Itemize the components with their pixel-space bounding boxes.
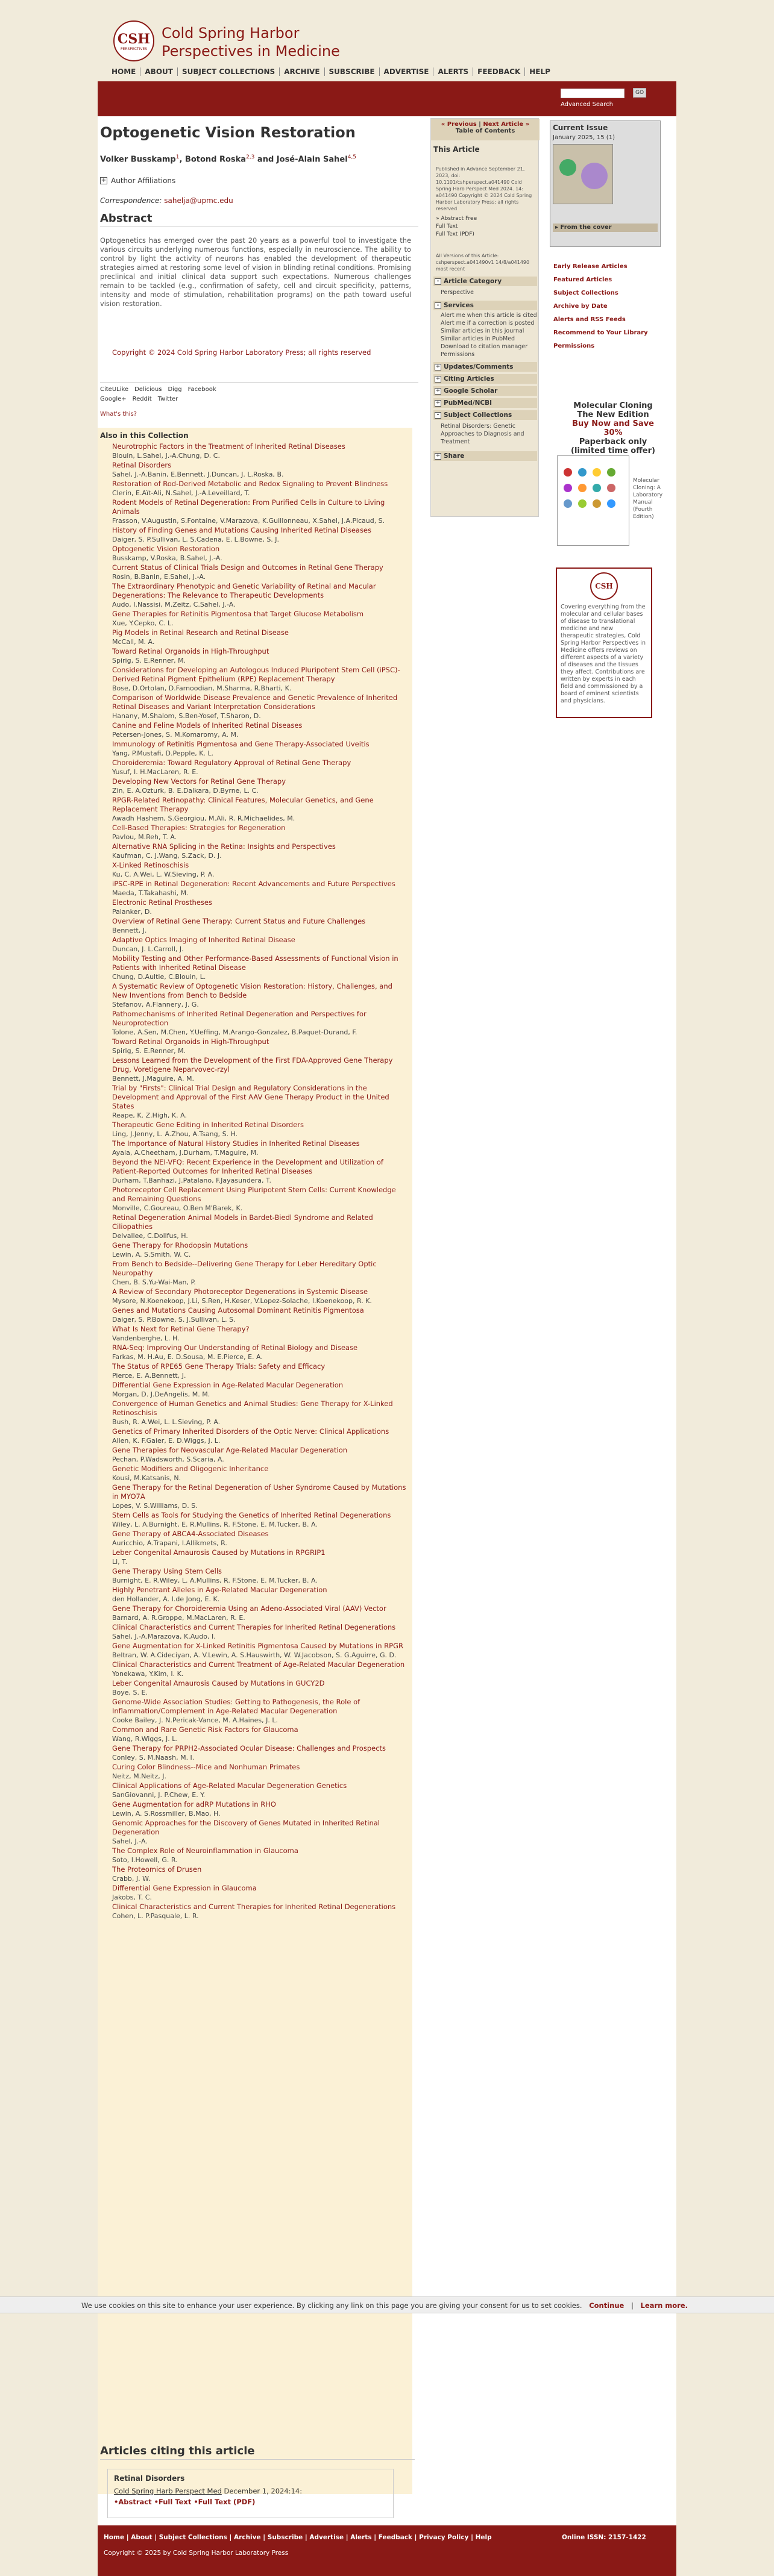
nav-item-about[interactable]: ABOUT: [140, 67, 178, 76]
google-scholar-section[interactable]: [433, 386, 537, 396]
collection-item-title[interactable]: The Importance of Natural History Studies in Inherited Retinal Diseases: [112, 1139, 360, 1148]
collection-item-title[interactable]: RNA-Seq: Improving Our Understanding of Retinal Biology and Disease: [112, 1343, 358, 1352]
collection-item-authors: Sahel, J.-A.Banin, E.Bennett, J.Duncan, J. L.Roska, B.: [112, 470, 284, 478]
collection-item-title[interactable]: Gene Therapy for Choroideremia Using an Adeno-Associated Viral (AAV) Vector: [112, 1604, 386, 1613]
book-ad[interactable]: [550, 401, 676, 455]
citing-date: December 1, 2024:14:: [221, 2487, 303, 2495]
collection-item-title[interactable]: Highly Penetrant Alleles in Age-Related Macular Degeneration: [112, 1586, 327, 1594]
search-go-button[interactable]: GO: [633, 88, 646, 98]
dot: [564, 499, 572, 508]
collection-item-authors: Boye, S. E.: [112, 1689, 148, 1696]
category-value[interactable]: Perspective: [441, 289, 474, 296]
divider: [100, 2459, 415, 2460]
logo-text: CSH: [117, 31, 151, 47]
advanced-search-link[interactable]: Advanced Search: [561, 101, 613, 108]
updates-section[interactable]: [433, 362, 537, 372]
collection-list: [112, 442, 407, 1921]
section-label: Citing Articles: [444, 375, 494, 383]
dot: [607, 468, 615, 477]
collapse-icon: -: [435, 278, 441, 285]
nav-item-help[interactable]: HELP: [529, 67, 550, 76]
collection-item-title[interactable]: Immunology of Retinitis Pigmentosa and Gene Therapy-Associated Uveitis: [112, 740, 370, 748]
right-link[interactable]: Permissions: [553, 343, 595, 349]
nav-item-advertise[interactable]: ADVERTISE: [380, 67, 434, 76]
cookie-continue-link[interactable]: Continue: [589, 2301, 625, 2310]
correspondence: [100, 196, 233, 205]
author-and: and: [254, 155, 277, 164]
collection-item-title[interactable]: Retinal Degeneration Animal Models in Bardet-Biedl Syndrome and Related Ciliopathies: [112, 1213, 373, 1231]
collection-item-title[interactable]: Photoreceptor Cell Replacement Using Pluripotent Stem Cells: Current Knowledge and Remaining Questions: [112, 1186, 396, 1203]
citing-journal: [114, 2487, 387, 2495]
collection-item-authors: Zin, E. A.Ozturk, B. E.Dalkara, D.Byrne, L. C.: [112, 787, 259, 795]
collection-item-authors: Barnard, A. R.Groppe, M.MacLaren, R. E.: [112, 1614, 245, 1622]
collection-item-title[interactable]: Developing New Vectors for Retinal Gene Therapy: [112, 777, 286, 786]
service-item[interactable]: Alert me if a correction is posted: [441, 320, 535, 327]
current-issue-box: [550, 120, 661, 247]
share-digg-link[interactable]: Digg: [168, 386, 182, 393]
article-link[interactable]: Full Text: [436, 224, 458, 230]
dot: [607, 484, 615, 492]
collection-item-authors: Vandenberghe, L. H.: [112, 1334, 180, 1342]
journal-ad[interactable]: [556, 567, 652, 718]
citing-heading: Articles citing this article: [100, 2445, 255, 2457]
collection-item-title[interactable]: Gene Therapy for the Retinal Degeneration of Usher Syndrome Caused by Mutations in MYO7A: [112, 1483, 406, 1501]
author-affiliations[interactable]: [100, 177, 175, 185]
collection-item-title[interactable]: Clinical Characteristics and Current Therapies for Inherited Retinal Degenerations: [112, 1902, 396, 1911]
dot: [607, 499, 615, 508]
collection-title: Also in this Collection: [100, 431, 189, 440]
author-sup[interactable]: 4,5: [347, 154, 357, 160]
collection-item-title[interactable]: Current Status of Clinical Trials Design and Outcomes in Retinal Gene Therapy: [112, 563, 383, 572]
author-name[interactable]: José-Alain Sahel: [276, 155, 348, 164]
collection-item-title[interactable]: Gene Therapies for Neovascular Age-Related Macular Degeneration: [112, 1446, 348, 1454]
cover-image[interactable]: [553, 144, 613, 204]
collection-item-title[interactable]: Genomic Approaches for the Discovery of Genes Mutated in Inherited Retinal Degeneration: [112, 1819, 380, 1836]
collection-item-authors: Pierce, E. A.Bennett, J.: [112, 1372, 186, 1380]
collection-item-authors: Bush, R. A.Wei, L. L.Sieving, P. A.: [112, 1418, 221, 1426]
collection-item-authors: Beltran, W. A.Cideciyan, A. V.Lewin, A. S.Hauswirth, W. W.Jacobson, S. G.Aguirre, G. D.: [112, 1651, 397, 1659]
collection-item-authors: Wiley, L. A.Burnight, E. R.Mullins, R. F.Stone, E. M.Tucker, B. A.: [112, 1521, 318, 1528]
collection-item-title[interactable]: Gene Therapy of ABCA4-Associated Diseases: [112, 1530, 269, 1538]
service-list: [441, 311, 537, 358]
collection-item-title[interactable]: Clinical Characteristics and Current Therapies for Inherited Retinal Degenerations: [112, 1623, 396, 1631]
collection-item-authors: den Hollander, A. I.de Jong, E. K.: [112, 1595, 220, 1603]
author-sep: ,: [179, 155, 185, 164]
collection-item-title[interactable]: Lessons Learned from the Development of the First FDA-Approved Gene Therapy Drug, Voretigene Neparvovec-rzyl: [112, 1056, 393, 1074]
collection-item-title[interactable]: Pig Models in Retinal Research and Retinal Disease: [112, 628, 289, 637]
collection-item-title[interactable]: Gene Augmentation for X-Linked Retinitis Pigmentosa Caused by Mutations in RPGR: [112, 1642, 403, 1650]
collection-item-authors: Neitz, M.Neitz, J.: [112, 1772, 166, 1780]
collection-item-title[interactable]: Common and Rare Genetic Risk Factors for Glaucoma: [112, 1725, 298, 1734]
article-nav: « Previous | Next Article » Table of Contents: [431, 119, 540, 140]
current-issue-heading[interactable]: Current Issue: [553, 123, 608, 132]
collection-item-authors: Palanker, D.: [112, 908, 152, 916]
collection-item-authors: Crabb, J. W.: [112, 1875, 151, 1883]
share-facebook-link[interactable]: Facebook: [187, 386, 216, 393]
collection-item-title[interactable]: Gene Therapy for Rhodopsin Mutations: [112, 1241, 248, 1249]
page: [98, 0, 676, 2576]
collection-item-title[interactable]: Gene Therapy Using Stem Cells: [112, 1567, 222, 1575]
article-category-section[interactable]: [433, 277, 537, 286]
nav-item-archive[interactable]: ARCHIVE: [280, 67, 324, 76]
collection-item-authors: Delvallee, C.Dollfus, H.: [112, 1232, 188, 1240]
collection-item-authors: Yonekawa, Y.Kim, I. K.: [112, 1670, 184, 1678]
collection-item-authors: Spirig, S. E.Renner, M.: [112, 657, 186, 664]
collection-item-title[interactable]: Toward Retinal Organoids in High-Throughput: [112, 647, 269, 655]
expand-icon: +: [435, 399, 441, 406]
collection-item-authors: Clerin, E.Aït-Ali, N.Sahel, J.-A.Leveillard, T.: [112, 489, 250, 497]
versions[interactable]: All Versions of this Article: cshperspect.a041490v1 14/8/a041490 most recent: [436, 253, 530, 272]
citing-item: [107, 2469, 394, 2518]
abstract-text: Optogenetics has emerged over the past 20 years as a powerful tool to investigate the various circuits underlying numerous functions, especially in neuroscience. The ability to control by light the activity of neurons has enabled the development of therapeutic strategies aimed at restoring some level of vision in blinding retinal conditions. Promising preclinical and initial clinical data support such expectations. Numerous challenges remain to be tackled (e.g., confirmation of safety, cell and circuit specificity, patterns, intensity and mode of stimulation, rehabilitation programs) on the path toward useful vision restoration.: [100, 236, 411, 308]
collection-item-title[interactable]: Choroideremia: Toward Regulatory Approval of Retinal Gene Therapy: [112, 758, 351, 767]
footer: [98, 2525, 676, 2576]
author-sup[interactable]: 2,3: [246, 154, 255, 160]
page-title: Optogenetic Vision Restoration: [100, 124, 356, 141]
collection-item-authors: Bennett, J.Maguire, A. M.: [112, 1075, 194, 1083]
collection-item-authors: Lewin, A. S.Rossmiller, B.Mao, H.: [112, 1810, 221, 1818]
toc-link[interactable]: Table of Contents: [455, 128, 515, 134]
collection-item-authors: Sahel, J.-A.Marazova, K.Audo, I.: [112, 1633, 216, 1640]
service-item[interactable]: Permissions: [441, 351, 475, 358]
ad-limited: (limited time offer): [571, 446, 655, 455]
collection-item-title[interactable]: The Complex Role of Neuroinflammation in Glaucoma: [112, 1846, 298, 1855]
collection-item-title[interactable]: Retinal Disorders: [112, 461, 172, 469]
share-google-link[interactable]: Google+: [100, 396, 127, 402]
logo-sub: PERSPECTIVES: [120, 46, 148, 51]
collection-item-title[interactable]: Clinical Applications of Age-Related Macular Degeneration Genetics: [112, 1781, 347, 1790]
copyright: Copyright © 2024 Cold Spring Harbor Laboratory Press; all rights reserved: [112, 348, 371, 357]
share-citeulike-link[interactable]: CiteULike: [100, 386, 129, 393]
section-label: Subject Collections: [444, 411, 512, 419]
collection-item-title[interactable]: The Extraordinary Phenotypic and Genetic Variability of Retinal and Macular Degenerations: The Relevance to Therapeutic Developments: [112, 582, 376, 599]
collection-item-authors: Lewin, A. S.Smith, W. C.: [112, 1251, 191, 1258]
collection-item-authors: Awadh Hashem, S.Georgiou, M.Ali, R. R.Michaelides, M.: [112, 814, 295, 822]
collection-item-authors: Wang, R.Wiggs, J. L.: [112, 1735, 178, 1743]
section-label: Updates/Comments: [444, 363, 514, 370]
collection-item-title[interactable]: Curing Color Blindness--Mice and Nonhuman Primates: [112, 1763, 300, 1771]
citing-links[interactable]: •Abstract •Full Text •Full Text (PDF): [114, 2498, 256, 2506]
share-twitter-link[interactable]: Twitter: [157, 396, 178, 402]
corr-email-link[interactable]: sahelja@upmc.edu: [164, 196, 233, 205]
collection-item-title[interactable]: Pathomechanisms of Inherited Retinal Degeneration and Perspectives for Neuroprotection: [112, 1010, 367, 1027]
collection-item-title[interactable]: Toward Retinal Organoids in High-Throughput: [112, 1037, 269, 1046]
article-link[interactable]: Full Text (PDF): [436, 231, 474, 237]
this-article-heading: This Article: [433, 145, 480, 154]
brand[interactable]: [162, 24, 340, 60]
dot: [593, 484, 601, 492]
collection-item-title[interactable]: A Review of Secondary Photoreceptor Degenerations in Systemic Disease: [112, 1287, 368, 1296]
collection-item-title[interactable]: Considerations for Developing an Autologous Induced Pluripotent Stem Cell (iPSC)-Derived Retinal Pigment Epithelium (RPE) Replacement Therapy: [112, 666, 400, 683]
dot: [578, 468, 587, 477]
from-cover-link[interactable]: ▸ From the cover: [553, 224, 658, 232]
article-link[interactable]: » Abstract Free: [436, 216, 477, 222]
collection-item-title[interactable]: Genome-Wide Association Studies: Getting to Pathogenesis, the Role of Inflammation/Complement in Age-Related Macular Degeneration: [112, 1698, 360, 1715]
collection-item-title[interactable]: Gene Therapy for PRPH2-Associated Ocular Disease: Challenges and Prospects: [112, 1744, 386, 1752]
collection-item-title[interactable]: Neurotrophic Factors in the Treatment of Inherited Retinal Diseases: [112, 442, 345, 451]
collection-item-authors: Busskamp, V.Roska, B.Sahel, J.-A.: [112, 554, 222, 562]
brand-line-2: Perspectives in Medicine: [162, 43, 340, 60]
collection-item-authors: McCall, M. A.: [112, 638, 155, 646]
cookie-learn-link[interactable]: Learn more.: [640, 2301, 688, 2310]
collection-item-title[interactable]: Leber Congenital Amaurosis Caused by Mutations in RPGRIP1: [112, 1548, 326, 1557]
share-reddit-link[interactable]: Reddit: [132, 396, 152, 402]
collection-item-authors: Yusuf, I. H.MacLaren, R. E.: [112, 768, 198, 776]
brand-line-1: Cold Spring Harbor: [162, 25, 300, 42]
pub-info: Published in Advance September 21, 2023, doi: 10.1101/cshperspect.a041490 Cold Spring Harb Perspect Med 2024. 14: a041490 Copyright © 2024 Cold Spring Harbor Laboratory Press; all rights reserved: [436, 166, 532, 211]
collection-item-authors: Cooke Bailey, J. N.Pericak-Vance, M. A.Haines, J. L.: [112, 1716, 278, 1724]
nav-item-home[interactable]: HOME: [107, 67, 140, 76]
collection-item-title[interactable]: Differential Gene Expression in Glaucoma: [112, 1884, 257, 1892]
expand-icon: +: [435, 375, 441, 382]
collection-item-authors: Spirig, S. E.Renner, M.: [112, 1047, 186, 1055]
author-sup[interactable]: 1: [175, 154, 180, 160]
authors: [100, 154, 356, 164]
collection-panel: [98, 428, 412, 2494]
collection-item-authors: SanGiovanni, J. P.Chew, E. Y.: [112, 1791, 206, 1799]
dot: [578, 484, 587, 492]
ad-percent: 30%: [603, 428, 623, 437]
share-section[interactable]: [433, 451, 537, 461]
dot: [593, 468, 601, 477]
collection-item-title[interactable]: Clinical Characteristics and Current Treatment of Age-Related Macular Degeneration: [112, 1660, 405, 1669]
right-link[interactable]: Recommend to Your Library: [553, 330, 648, 336]
collection-item-authors: Frasson, V.Augustin, S.Fontaine, V.Marazova, K.Guillonneau, X.Sahel, J.A.Picaud, S.: [112, 517, 385, 525]
expand-icon: +: [435, 363, 441, 370]
header-bar: [98, 81, 676, 116]
book-ad-image[interactable]: [557, 455, 629, 546]
cookie-banner: We use cookies on this site to enhance your user experience. By clicking any link on this page you are giving your consent for us to set cookies. Continue | Learn more.: [0, 2296, 774, 2313]
nav-item-subject-collections[interactable]: SUBJECT COLLECTIONS: [178, 67, 280, 76]
collection-item-authors: Auricchio, A.Trapani, I.Allikmets, R.: [112, 1539, 227, 1547]
collection-item-title[interactable]: Genetics of Primary Inherited Disorders of the Optic Nerve: Clinical Applications: [112, 1427, 389, 1436]
logo[interactable]: [113, 20, 154, 61]
collection-item-title[interactable]: The Status of RPE65 Gene Therapy Trials: Safety and Efficacy: [112, 1362, 326, 1371]
collection-item-title[interactable]: Stem Cells as Tools for Studying the Genetics of Inherited Retinal Degenerations: [112, 1511, 391, 1519]
collection-item-authors: Sahel, J.-A.: [112, 1837, 148, 1845]
share-delicious-link[interactable]: Delicious: [134, 386, 162, 393]
collection-item-authors: Ku, C. A.Wei, L. W.Sieving, P. A.: [112, 871, 215, 878]
citing-journal-link[interactable]: Cold Spring Harb Perspect Med: [114, 2487, 222, 2495]
section-label: Article Category: [444, 278, 502, 285]
nav-item-alerts[interactable]: ALERTS: [433, 67, 473, 76]
article-sidebar: [430, 118, 539, 517]
collection-item-authors: Tolone, A.Sen, M.Chen, Y.Ueffing, M.Arango-Gonzalez, B.Paquet-Durand, F.: [112, 1028, 357, 1036]
collection-item-authors: Ayala, A.Cheetham, J.Durham, T.Maguire, M.: [112, 1149, 259, 1157]
collection-item-authors: Li, T.: [112, 1558, 128, 1566]
prev-article-link[interactable]: « Previous: [441, 121, 477, 128]
collection-item-title[interactable]: RPGR-Related Retinopathy: Clinical Features, Molecular Genetics, and Gene Replacement Therapy: [112, 796, 374, 813]
dot: [564, 484, 572, 492]
collection-item-title[interactable]: Mobility Testing and Other Performance-Based Assessments of Functional Vision in Patients with Inherited Retinal Disease: [112, 954, 398, 972]
collection-item-authors: Ling, J.Jenny, L. A.Zhou, A.Tsang, S. H.: [112, 1130, 238, 1138]
pubmed-section[interactable]: [433, 398, 537, 408]
dot: [593, 499, 601, 508]
header: [98, 0, 676, 81]
expand-icon: +: [435, 452, 441, 459]
main-nav: [107, 67, 555, 76]
right-link[interactable]: Alerts and RSS Feeds: [553, 316, 626, 323]
section-label: Google Scholar: [444, 387, 498, 395]
collection-item-title[interactable]: Cell-Based Therapies: Strategies for Regeneration: [112, 824, 286, 832]
collection-item-title[interactable]: Gene Therapies for Retinitis Pigmentosa that Target Glucose Metabolism: [112, 610, 364, 618]
collection-item-authors: Reape, K. Z.High, K. A.: [112, 1111, 187, 1119]
collection-item-title[interactable]: Leber Congenital Amaurosis Caused by Mutations in GUCY2D: [112, 1679, 325, 1687]
collection-item-authors: Pechan, P.Wadsworth, S.Scaria, A.: [112, 1455, 224, 1463]
affil-label: Author Affiliations: [111, 177, 176, 185]
collection-item-title[interactable]: Gene Augmentation for adRP Mutations in RHO: [112, 1800, 276, 1809]
service-item[interactable]: Similar articles in PubMed: [441, 336, 515, 342]
footer-copyright: Copyright © 2025 by Cold Spring Harbor Laboratory Press: [104, 2549, 289, 2557]
next-article-link[interactable]: Next Article »: [483, 121, 530, 128]
collection-item-title[interactable]: Adaptive Optics Imaging of Inherited Retinal Disease: [112, 936, 295, 944]
book-title: Molecular Cloning: A Laboratory Manual (Fourth Edition): [633, 478, 663, 520]
share-bar: [100, 382, 418, 404]
collection-item-title[interactable]: Optogenetic Vision Restoration: [112, 545, 220, 553]
ad-paper: Paperback only: [579, 437, 647, 446]
collection-item-title[interactable]: Differential Gene Expression in Age-Related Macular Degeneration: [112, 1381, 344, 1389]
cover-shape: [559, 159, 576, 176]
collection-item-authors: Daiger, S. P.Bowne, S. J.Sullivan, L. S.: [112, 1316, 236, 1324]
citing-articles-section[interactable]: [433, 374, 537, 384]
collection-item-authors: Bennett, J.: [112, 927, 147, 934]
section-label: PubMed/NCBI: [444, 399, 492, 407]
service-item[interactable]: Download to citation manager: [441, 343, 528, 350]
corr-label: Correspondence:: [100, 196, 165, 205]
collection-item-title[interactable]: A Systematic Review of Optogenetic Vision Restoration: History, Challenges, and New Inventions from Bench to Bedside: [112, 982, 392, 999]
collection-item-title[interactable]: Beyond the NEI-VFQ: Recent Experience in the Development and Utilization of Patient-Reported Outcomes for Inherited Retinal Diseases: [112, 1158, 383, 1175]
collection-item-authors: Pavlou, M.Reh, T. A.: [112, 833, 177, 841]
expand-icon: +: [101, 177, 107, 184]
collection-item-title[interactable]: What Is Next for Retinal Gene Therapy?: [112, 1325, 250, 1333]
collection-item-authors: Yang, P.Mustafi, D.Pepple, K. L.: [112, 749, 214, 757]
collection-item-authors: Morgan, D. J.DeAngelis, M. M.: [112, 1390, 210, 1398]
footer-issn: Online ISSN: 2157-1422: [562, 2534, 646, 2541]
right-link[interactable]: Archive by Date: [553, 303, 608, 310]
collection-item-authors: Petersen-Jones, S. M.Komaromy, A. M.: [112, 731, 239, 739]
ad-title: Molecular Cloning: [573, 401, 653, 410]
collection-item-authors: Lopes, V. S.Williams, D. S.: [112, 1502, 198, 1510]
collection-item-title[interactable]: Genetic Modifiers and Oligogenic Inheritance: [112, 1465, 269, 1473]
collection-item-authors: Chen, B. S.Yu-Wai-Man, P.: [112, 1278, 196, 1286]
collection-item-authors: Allen, K. F.Gaier, E. D.Wiggs, J. L.: [112, 1437, 221, 1445]
collection-item-authors: Xue, Y.Cepko, C. L.: [112, 619, 174, 627]
collection-item-title[interactable]: Therapeutic Gene Editing in Inherited Retinal Disorders: [112, 1121, 304, 1129]
collection-item-authors: Kaufman, C. J.Wang, S.Zack, D. J.: [112, 852, 222, 860]
collection-item-title[interactable]: Rodent Models of Retinal Degeneration: From Purified Cells in Culture to Living Animals: [112, 498, 385, 516]
article-links: [436, 215, 538, 239]
collection-item-authors: Mysore, N.Koenekoop, J.Li, S.Ren, H.Keser, V.Lopez-Solache, I.Koenekoop, R. K.: [112, 1297, 372, 1305]
footer-links[interactable]: Home | About | Subject Collections | Archive | Subscribe | Advertise | Alerts | Feedback | Privacy Policy | Help: [104, 2534, 492, 2541]
cookie-text: We use cookies on this site to enhance your user experience. By clicking any link on this page you are giving your consent for us to set cookies.: [81, 2301, 582, 2310]
right-links: [553, 260, 648, 353]
right-link[interactable]: Subject Collections: [553, 290, 618, 296]
collection-item-authors: Maeda, T.Takahashi, M.: [112, 889, 189, 897]
abstract-heading: Abstract: [100, 212, 153, 225]
collection-item-authors: Conley, S. M.Naash, M. I.: [112, 1754, 195, 1762]
citing-item-title[interactable]: Retinal Disorders: [114, 2474, 185, 2483]
collection-item-authors: Cohen, L. P.Pasquale, L. R.: [112, 1912, 199, 1920]
service-item[interactable]: Similar articles in this journal: [441, 328, 524, 334]
collection-item-title[interactable]: iPSC-RPE in Retinal Degeneration: Recent Advancements and Future Perspectives: [112, 880, 395, 888]
collection-item-title[interactable]: X-Linked Retinoschisis: [112, 861, 189, 869]
ad-subtitle: The New Edition: [577, 410, 649, 419]
expand-icon: +: [435, 387, 441, 394]
subject-collections-section[interactable]: [433, 410, 537, 420]
from-cover-label: From the cover: [560, 224, 612, 231]
right-link[interactable]: Early Release Articles: [553, 263, 628, 270]
service-item[interactable]: Alert me when this article is cited: [441, 312, 537, 319]
collection-item-authors: Kousi, M.Katsanis, N.: [112, 1474, 181, 1482]
ad-buy: Buy Now and Save: [572, 419, 654, 428]
collection-item-authors: Chung, D.Aultie, C.Blouin, L.: [112, 973, 206, 981]
collection-item-authors: Soto, I.Howell, G. R.: [112, 1856, 178, 1864]
collection-item-title[interactable]: Comparison of Worldwide Disease Prevalence and Genetic Prevalence of Inherited Retinal Diseases and Variant Interpretation Considerations: [112, 693, 398, 711]
collection-item-title[interactable]: Convergence of Human Genetics and Animal Studies: Gene Therapy for X-Linked Retinoschisis: [112, 1399, 393, 1417]
collection-item-authors: Hanany, M.Shalom, S.Ben-Yosef, T.Sharon, D.: [112, 712, 261, 720]
cover-shape: [581, 163, 608, 189]
collection-item-title[interactable]: From Bench to Bedside--Delivering Gene Therapy for Leber Hereditary Optic Neuropathy: [112, 1260, 377, 1277]
collection-item-authors: Blouin, L.Sahel, J.-A.Chung, D. C.: [112, 452, 220, 460]
journal-logo: CSH: [590, 572, 618, 600]
collection-item-title[interactable]: Genes and Mutations Causing Autosomal Dominant Retinitis Pigmentosa: [112, 1306, 364, 1315]
collection-item-authors: Burnight, E. R.Wiley, L. A.Mullins, R. F.Stone, E. M.Tucker, B. A.: [112, 1577, 318, 1584]
collection-item-authors: Monville, C.Goureau, O.Ben M'Barek, K.: [112, 1204, 243, 1212]
collection-item-title[interactable]: Canine and Feline Models of Inherited Retinal Diseases: [112, 721, 303, 730]
services-section[interactable]: [433, 301, 537, 310]
collection-item-title[interactable]: History of Finding Genes and Mutations Causing Inherited Retinal Diseases: [112, 526, 372, 534]
collection-item-authors: Rosin, B.Banin, E.Sahel, J.-A.: [112, 573, 206, 581]
collection-item-authors: Jakobs, T. C.: [112, 1893, 152, 1901]
dot: [564, 468, 572, 477]
journal-ad-text: Covering everything from the molecular and cellular bases of disease to translational medicine and new therapeutic strategies, Cold Spring Harbor Perspectives in Medicine offers reviews on different aspects of a variety of diseases and the tissues they affect. Contributions are written by experts in each field and commissioned by a board of eminent scientists and physicians.: [561, 604, 646, 704]
search-input[interactable]: [561, 89, 625, 98]
collapse-icon: -: [435, 412, 441, 419]
author-name[interactable]: Botond Roska: [184, 155, 247, 164]
whats-this-link[interactable]: What's this?: [100, 411, 137, 417]
collapse-icon: -: [435, 302, 441, 309]
right-link[interactable]: Featured Articles: [553, 277, 612, 283]
collection-item-authors: Stefanov, A.Flannery, J. G.: [112, 1001, 199, 1008]
nav-item-subscribe[interactable]: SUBSCRIBE: [325, 67, 380, 76]
collection-item-authors: Daiger, S. P.Sullivan, L. S.Cadena, E. L.Bowne, S. J.: [112, 536, 280, 543]
subject-value[interactable]: Retinal Disorders: Genetic Approaches to Diagnosis and Treatment: [441, 423, 524, 445]
collection-item-authors: Bose, D.Ortolan, D.Farnoodian, M.Sharma, R.Bharti, K.: [112, 684, 292, 692]
collection-item-authors: Durham, T.Banhazi, J.Patalano, F.Jayasundera, T.: [112, 1177, 271, 1184]
nav-item-feedback[interactable]: FEEDBACK: [473, 67, 525, 76]
collection-item-authors: Audo, I.Nassisi, M.Zeitz, C.Sahel, J.-A.: [112, 601, 236, 608]
section-label: Services: [444, 302, 474, 309]
collection-item-title[interactable]: Restoration of Rod-Derived Metabolic and Redox Signaling to Prevent Blindness: [112, 480, 388, 488]
collection-item-title[interactable]: The Proteomics of Drusen: [112, 1865, 202, 1874]
collection-item-authors: Farkas, M. H.Au, E. D.Sousa, M. E.Pierce, E. A.: [112, 1353, 263, 1361]
collection-item-title[interactable]: Electronic Retinal Prostheses: [112, 898, 212, 907]
collection-item-authors: Duncan, J. L.Carroll, J.: [112, 945, 184, 953]
issue-date: January 2025, 15 (1): [553, 134, 615, 141]
author-name[interactable]: Volker Busskamp: [100, 155, 176, 164]
collection-item-title[interactable]: Overview of Retinal Gene Therapy: Current Status and Future Challenges: [112, 917, 366, 925]
collection-item-title[interactable]: Alternative RNA Splicing in the Retina: Insights and Perspectives: [112, 842, 336, 851]
dot: [578, 499, 587, 508]
collection-item-title[interactable]: Trial by "Firsts": Clinical Trial Design and Regulatory Considerations in the Development and Approval of the First AAV Gene Therapy Product in the United States: [112, 1084, 389, 1110]
section-label: Share: [444, 452, 465, 460]
